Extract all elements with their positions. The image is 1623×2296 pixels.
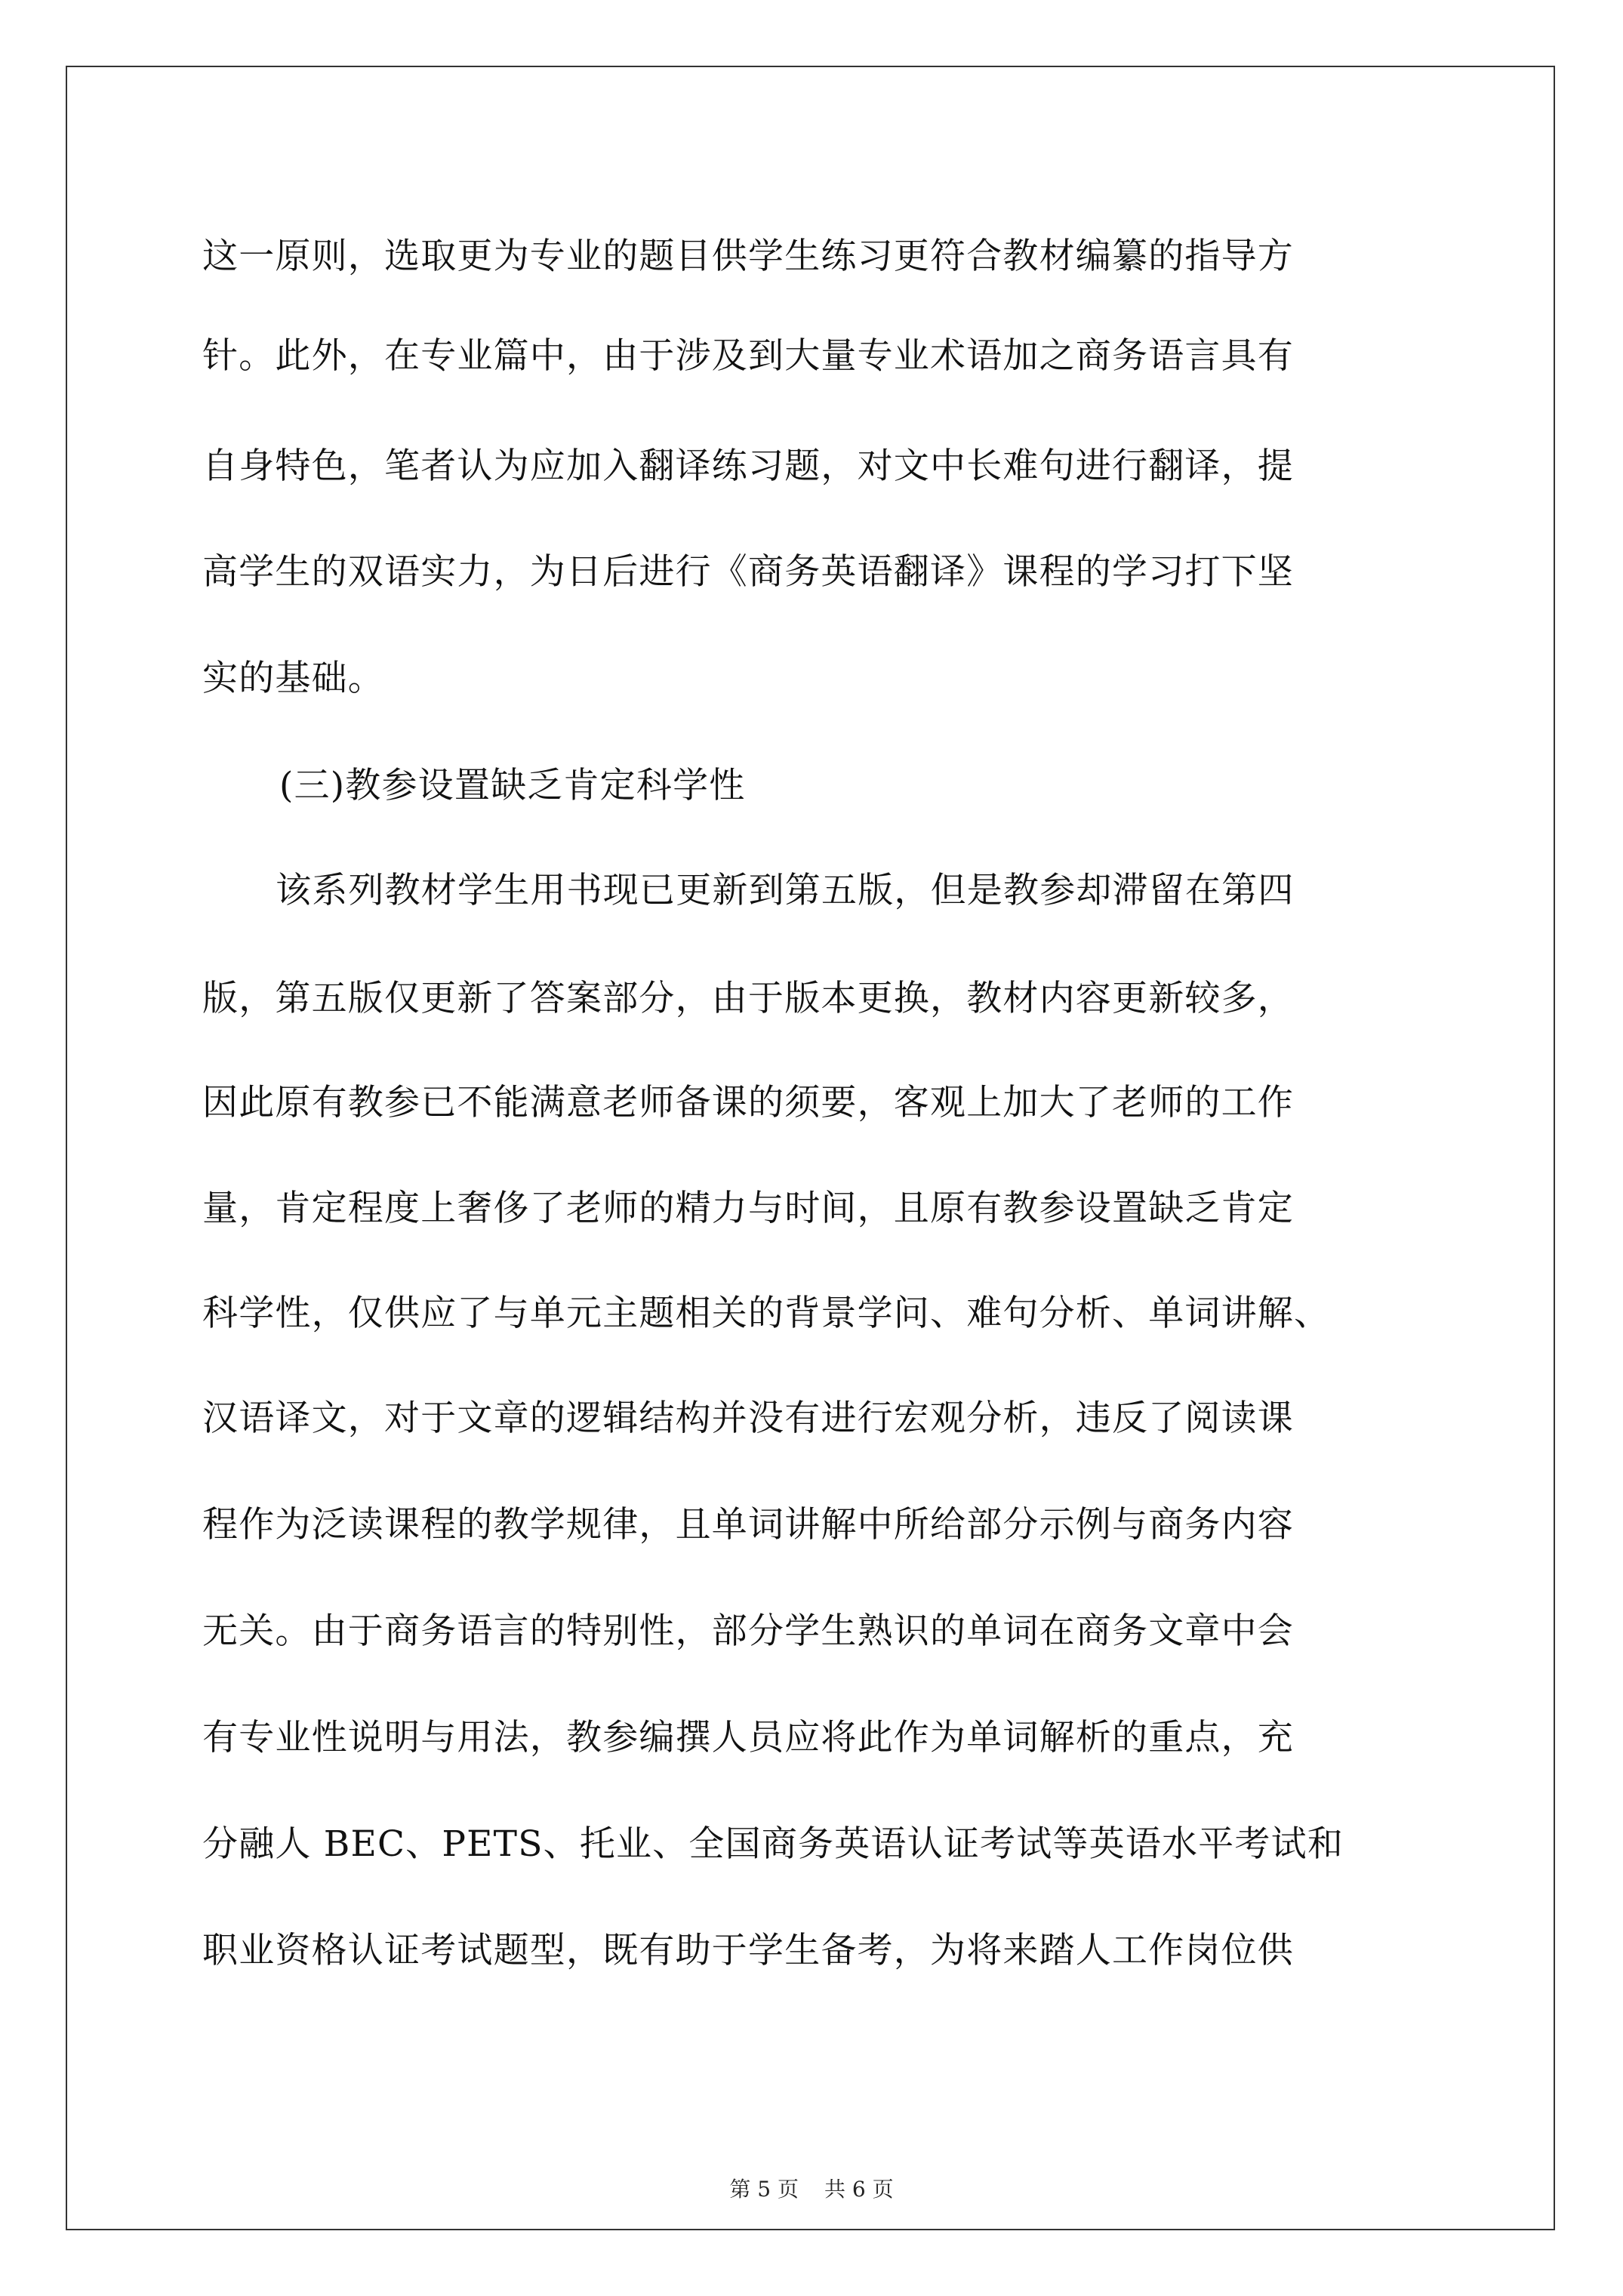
paragraph-line: 实的基础。: [202, 658, 384, 699]
page-number: 第 5 页: [729, 2177, 799, 2202]
paragraph-line: 该系列教材学生用书现已更新到第五版，但是教参却滞留在第四: [276, 870, 1295, 911]
paragraph-line: 版，第五版仅更新了答案部分，由于版本更换，教材内容更新较多，: [202, 978, 1294, 1019]
paragraph-line: 这一原则，选取更为专业的题目供学生练习更符合教材编纂的指导方: [202, 236, 1294, 277]
paragraph-line: 程作为泛读课程的教学规律，且单词讲解中所给部分示例与商务内容: [202, 1504, 1294, 1546]
paragraph-line: 职业资格认证考试题型，既有助于学生备考，为将来踏人工作岗位供: [202, 1930, 1294, 1971]
paragraph-line: 分融人 BEC、PETS、托业、全国商务英语认证考试等英语水平考试和: [202, 1823, 1344, 1865]
paragraph-line: 自身特色，笔者认为应加入翻译练习题，对文中长难句进行翻译，提: [202, 445, 1294, 487]
paragraph-line: 汉语译文，对于文章的逻辑结构并没有进行宏观分析，违反了阅读课: [202, 1398, 1294, 1439]
paragraph-line: 有专业性说明与用法，教参编撰人员应将此作为单词解析的重点，充: [202, 1717, 1294, 1758]
page-footer: [0, 2174, 1623, 2205]
paragraph-line: 量，肯定程度上奢侈了老师的精力与时间，且原有教参设置缺乏肯定: [202, 1188, 1294, 1229]
paragraph-line: 无关。由于商务语言的特别性，部分学生熟识的单词在商务文章中会: [202, 1610, 1294, 1652]
paragraph-line: 高学生的双语实力，为日后进行《商务英语翻译》课程的学习打下坚: [202, 551, 1294, 593]
section-heading: (三)教参设置缺乏肯定科学性: [279, 765, 746, 806]
page-border: [66, 66, 1555, 2230]
paragraph-line: 因此原有教参已不能满意老师备课的须要，客观上加大了老师的工作: [202, 1082, 1294, 1123]
paragraph-line: 针。此外，在专业篇中，由于涉及到大量专业术语加之商务语言具有: [202, 335, 1294, 377]
paragraph-line: 科学性，仅供应了与单元主题相关的背景学问、难句分析、单词讲解、: [202, 1293, 1331, 1334]
page-total: 共 6 页: [824, 2177, 894, 2202]
